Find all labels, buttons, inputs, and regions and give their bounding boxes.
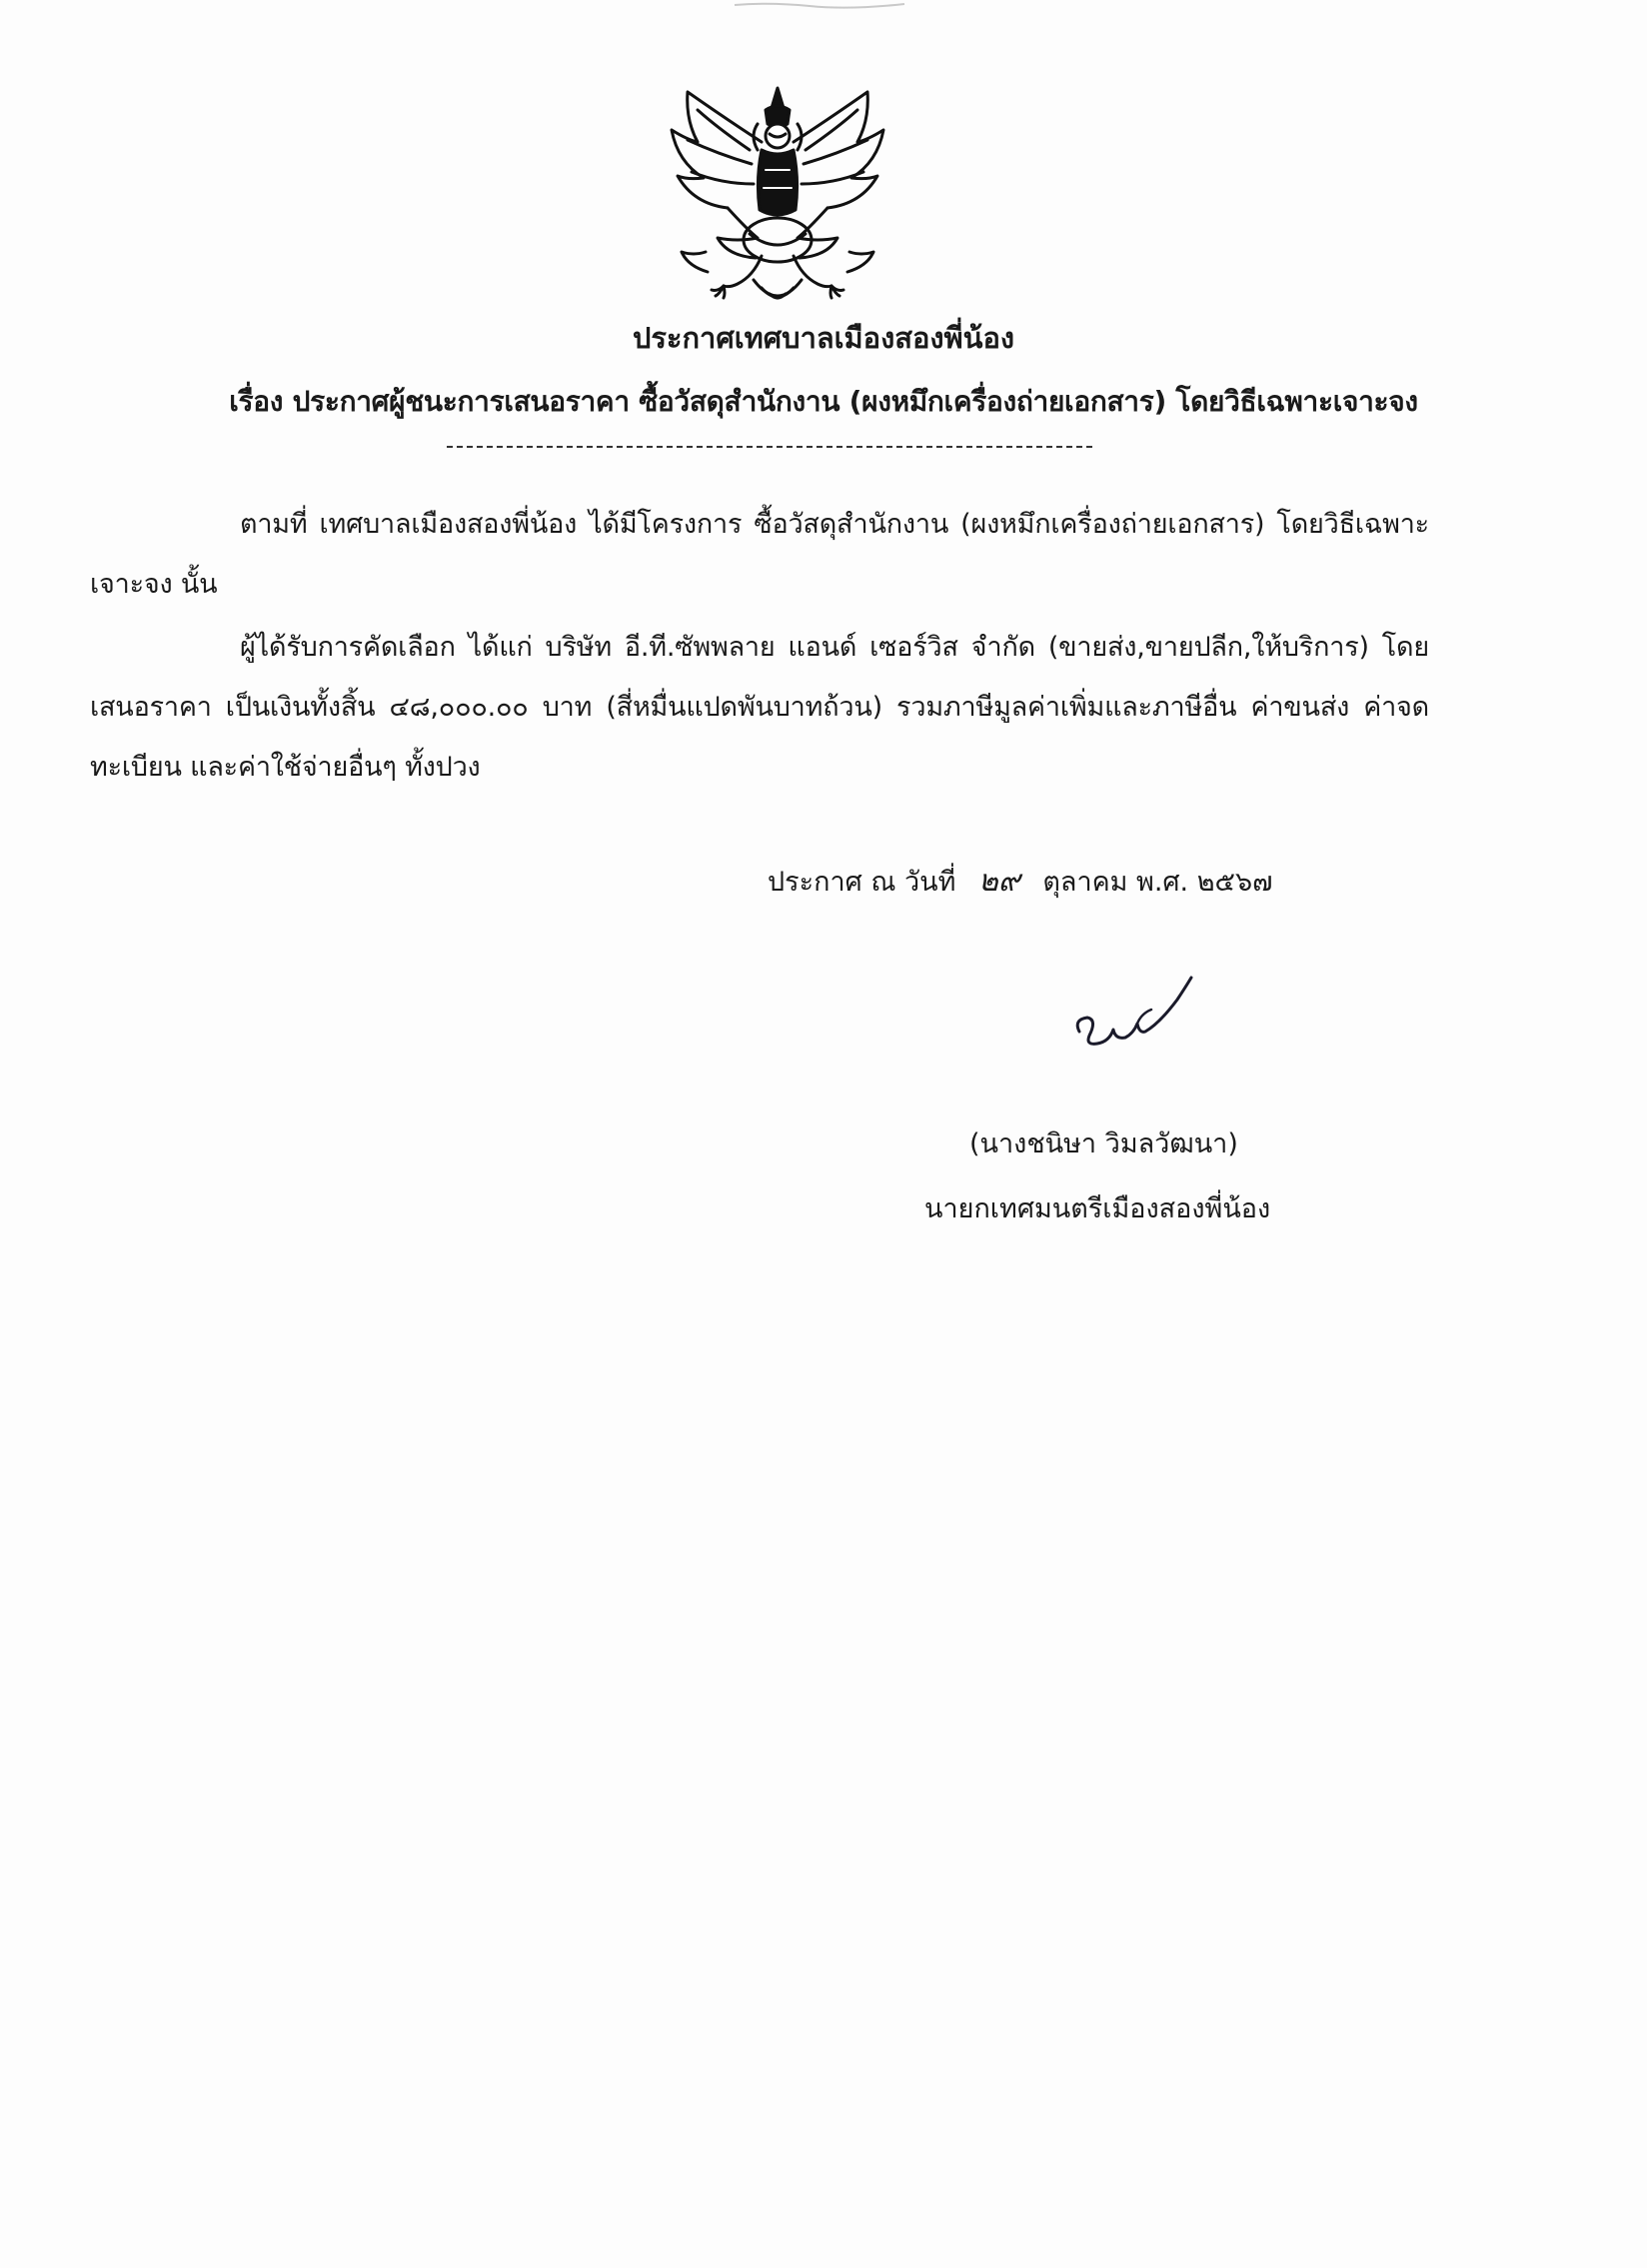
announcement-date <box>768 862 1272 903</box>
document-title: ประกาศเทศบาลเมืองสองพี่น้อง <box>632 321 1015 355</box>
garuda-emblem-icon <box>658 80 897 315</box>
scan-mark-icon <box>730 0 909 10</box>
date-day: ๒๙ <box>978 864 1020 899</box>
paragraph-project: ตามที่ เทศบาลเมืองสองพี่น้อง ได้มีโครงการ ซื้อวัสดุสำนักงาน (ผงหมึกเครื่องถ่ายเอกสาร) โดยวิธีเฉพาะเจาะจง นั้น <box>90 509 1429 600</box>
signatory-position: นายกเทศมนตรีเมืองสองพี่น้อง <box>924 1193 1271 1224</box>
divider <box>447 446 1092 448</box>
date-prefix: ประกาศ ณ วันที่ <box>768 867 956 898</box>
document-subject: เรื่อง ประกาศผู้ชนะการเสนอราคา ซื้อวัสดุสำนักงาน (ผงหมึกเครื่องถ่ายเอกสาร) โดยวิธีเฉพาะเจาะจง <box>229 385 1418 418</box>
date-month-year: ตุลาคม พ.ศ. ๒๕๖๗ <box>1042 867 1273 898</box>
handwritten-signature-icon <box>1067 970 1227 1070</box>
paragraph-winner: ผู้ได้รับการคัดเลือก ได้แก่ บริษัท อี.ที.ซัพพลาย แอนด์ เซอร์วิส จำกัด (ขายส่ง,ขายปลีก,ให้บริการ) โดยเสนอราคา เป็นเงินทั้งสิ้น ๔๘,๐๐๐.๐๐ บาท (สี่หมื่นแปดพันบาทถ้วน) รวมภาษีมูลค่าเพิ่มและภาษีอื่น ค่าขนส่ง ค่าจดทะเบียน และค่าใช้จ่ายอื่นๆ ทั้งปวง <box>90 632 1429 783</box>
signatory-name: (นางชนิษา วิมลวัฒนา) <box>969 1129 1238 1159</box>
